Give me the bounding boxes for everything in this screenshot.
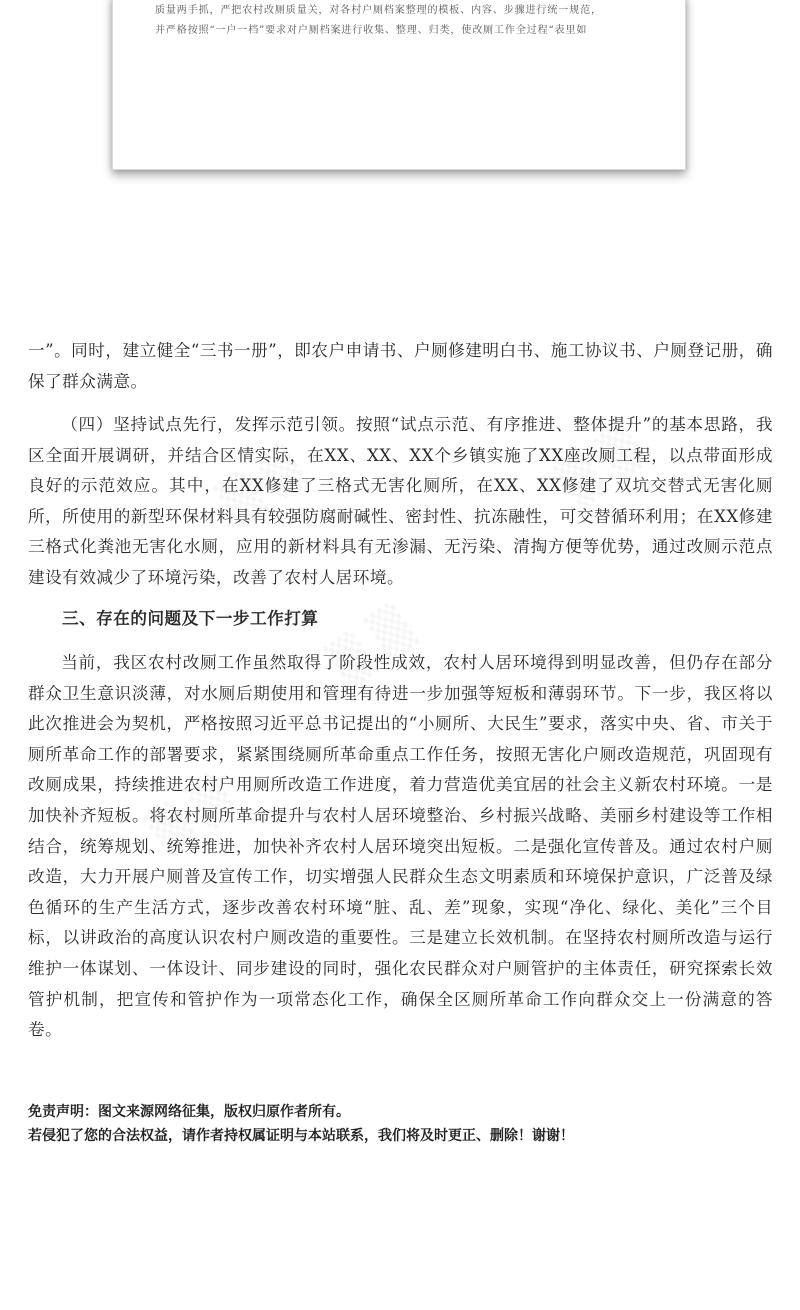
paragraph-continuation: 一”。同时，建立健全“三书一册”，即农户申请书、户厕修建明白书、施工协议书、户厕登记册，确保了群众满意。 (28, 341, 773, 391)
page-preview-card (112, 0, 686, 170)
paragraph-pilot-demonstration: （四）坚持试点先行，发挥示范引领。按照“试点示范、有序推进、整体提升”的基本思路，我区全面开展调研，并结合区情实际，在XX、XX、XX个乡镇实施了XX座改厕工程，以点带面形成良好的示范效应。其中，在XX修建了三格式无害化厕所，在XX、XX修建了双坑交替式无害化厕所，所使用的新型环保材料具有较强防腐耐碱性、密封性、抗冻融性，可交替循环利用；在XX修建三格式化粪池无害化水厕，应用的新材料具有无渗漏、无污染、清掏方便等优势，通过改厕示范点建设有效减少了环境污染，改善了农村人居环境。 (28, 415, 773, 587)
disclaimer (28, 1100, 788, 1148)
preview-text-line-1: 质量两手抓，严把农村改厕质量关，对各村户厕档案整理的模板、内容、步骤进行统一规范， (155, 5, 602, 16)
disclaimer-line-2: 若侵犯了您的合法权益，请作者持权属证明与本站联系，我们将及时更正、删除！谢谢！ (28, 1128, 574, 1144)
paragraph-problems-next-steps: 当前，我区农村改厕工作虽然取得了阶段性成效，农村人居环境得到明显改善，但仍存在部分群众卫生意识淡薄，对水厕后期使用和管理有待进一步加强等短板和薄弱环节。下一步，我区将以此次推进会为契机，严格按照习近平总书记提出的“小厕所、大民生”要求，落实中央、省、市关于厕所革命工作的部署要求，紧紧围绕厕所革命重点工作任务，按照无害化户厕改造规范，巩固现有改厕成果，持续推进农村户用厕所改造工作进度，着力营造优美宜居的社会主义新农村环境。一是加快补齐短板。将农村厕所革命提升与农村人居环境整治、乡村振兴战略、美丽乡村建设等工作相结合，统筹规划、统筹推进，加快补齐农村人居环境突出短板。二是强化宣传普及。通过农村户厕改造，大力开展户厕普及宣传工作，切实增强人民群众生态文明素质和环境保护意识，广泛普及绿色循环的生产生活方式，逐步改善农村环境“脏、乱、差”现象，实现“净化、绿化、美化”三个目标，以讲政治的高度认识农村户厕改造的重要性。三是建立长效机制。在坚持农村厕所改造与运行维护一体谋划、一体设计、同步建设的同时，强化农民群众对户厕管护的主体责任，研究探索长效管护机制，把宣传和管护作为一项常态化工作，确保全区厕所革命工作向群众交上一份满意的答卷。 (28, 653, 773, 1040)
preview-text-line-2: 并严格按照“一户一档”要求对户厕档案进行收集、整理、归类，使改厕工作全过程“表里如 (155, 25, 588, 36)
disclaimer-line-1: 免责声明：图文来源网络征集，版权归原作者所有。 (28, 1104, 350, 1120)
section-heading-problems: 三、存在的问题及下一步工作打算 (62, 609, 319, 628)
